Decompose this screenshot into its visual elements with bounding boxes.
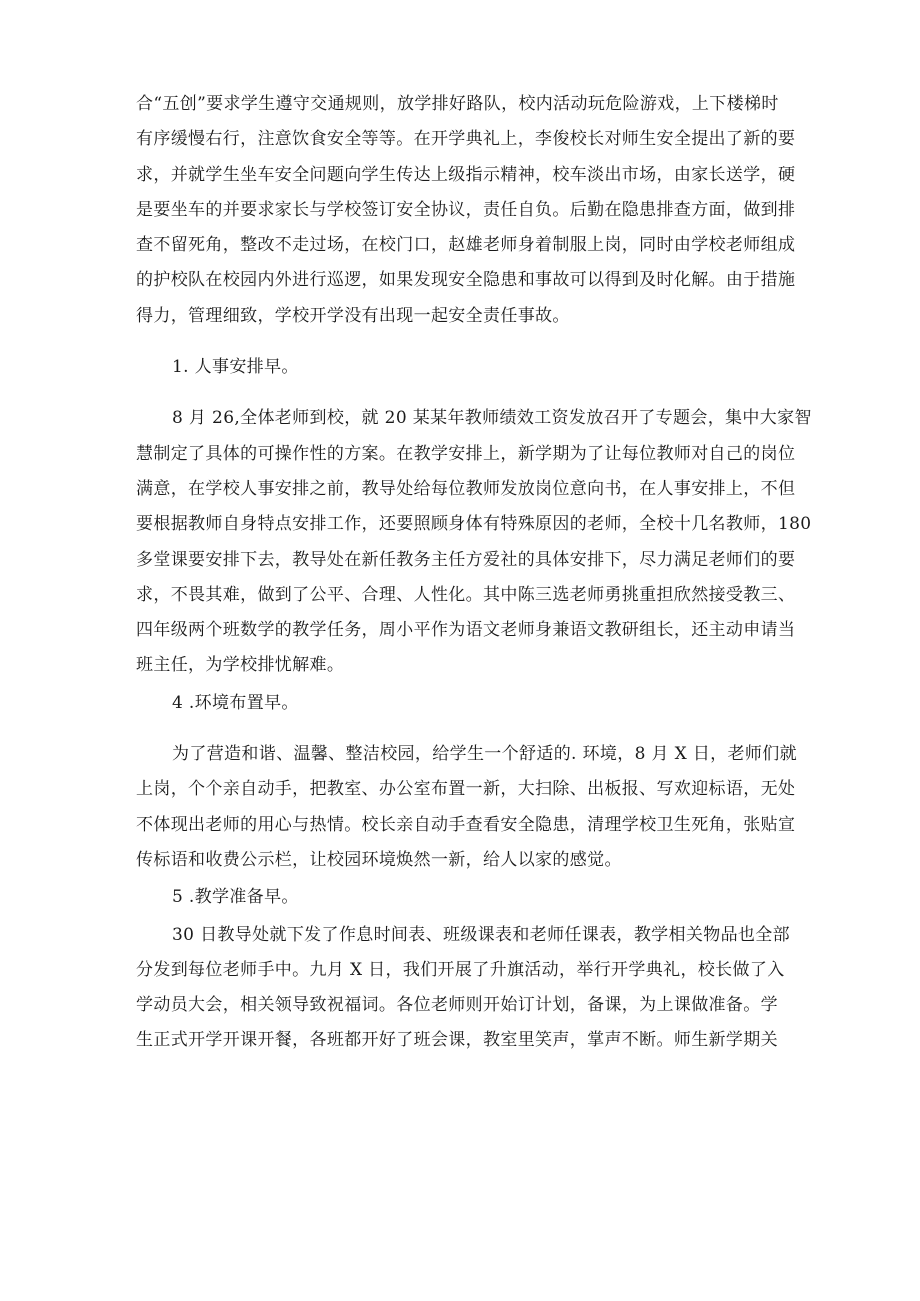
text-line: 30 日教导处就下发了作息时间表、班级课表和老师任课表，教学相关物品也全部 <box>172 924 790 945</box>
text-line: 要根据教师自身特点安排工作，还要照顾身体有特殊原因的老师，全校十几名教师，180 <box>136 514 812 535</box>
text-line: 为了营造和谐、温馨、整洁校园，给学生一个舒适的. 环境，8 月 X 日，老师们就 <box>172 744 797 765</box>
text-line: 上岗，个个亲自动手，把教室、办公室布置一新，大扫除、出板报、写欢迎标语，无处 <box>136 779 796 800</box>
text-line: 多堂课要安排下去，教导处在新任教务主任方爱社的具体安排下，尽力满足老师们的要 <box>136 549 796 570</box>
text-line: 求，不畏其难，做到了公平、合理、人性化。其中陈三选老师勇挑重担欣然接受教三、 <box>136 584 796 605</box>
text-line: 分发到每位老师手中。九月 X 日，我们开展了升旗活动，举行开学典礼，校长做了入 <box>136 959 785 980</box>
text-line: 传标语和收费公示栏，让校园环境焕然一新，给人以家的感觉。 <box>136 849 622 870</box>
paragraph-personnel <box>136 406 812 688</box>
text-line: 四年级两个班数学的教学任务，周小平作为语文老师身兼语文教研组长，还主动申请当 <box>136 620 796 641</box>
text-line: 满意，在学校人事安排之前，教导处给每位教师发放岗位意向书，在人事安排上，不但 <box>136 478 796 499</box>
text-line: 合“五创”要求学生遵守交通规则，放学排好路队，校内活动玩危险游戏，上下楼梯时 <box>136 94 779 114</box>
text-line: 8 月 26,全体老师到校，就 20 某某年教师绩效工资发放召开了专题会，集中大家智 <box>172 408 812 429</box>
text-line: 是要坐车的并要求家长与学校签订安全协议，责任自负。后勤在隐患排查方面，做到排 <box>136 199 796 220</box>
text-line: 得力，管理细致，学校开学没有出现一起安全责任事故。 <box>136 305 570 326</box>
text-line: 学动员大会，相关领导致祝福词。各位老师则开始订计划，备课，为上课做准备。学 <box>136 995 778 1016</box>
text-line: 有序缓慢右行，注意饮食安全等等。在开学典礼上，李俊校长对师生安全提出了新的要 <box>136 129 796 150</box>
text-line: 班主任，为学校排忧解难。 <box>136 655 345 676</box>
text-line: 慧制定了具体的可操作性的方案。在教学安排上，新学期为了让每位教师对自己的岗位 <box>136 443 796 464</box>
paragraph-safety <box>136 92 796 339</box>
paragraph-environment <box>136 742 797 883</box>
text-line: 求，并就学生坐车安全问题向学生传达上级指示精神，校车淡出市场，由家长送学，硬 <box>136 164 796 185</box>
section-heading-personnel: 1. 人事安排早。 <box>172 357 299 378</box>
paragraph-teaching <box>136 923 790 1064</box>
document-page <box>136 92 812 1064</box>
text-line: 生正式开学开课开餐，各班都开好了班会课，教室里笑声，掌声不断。师生新学期关 <box>136 1030 778 1051</box>
section-heading-teaching: 5 .教学准备早。 <box>172 887 299 908</box>
text-line: 的护校队在校园内外进行巡逻，如果发现安全隐患和事故可以得到及时化解。由于措施 <box>136 270 796 291</box>
text-line: 查不留死角，整改不走过场，在校门口，赵雄老师身着制服上岗，同时由学校老师组成 <box>136 235 796 256</box>
section-heading-environment: 4 .环境布置早。 <box>172 692 299 713</box>
text-line: 不体现出老师的用心与热情。校长亲自动手查看安全隐患，清理学校卫生死角，张贴宣 <box>136 814 796 835</box>
